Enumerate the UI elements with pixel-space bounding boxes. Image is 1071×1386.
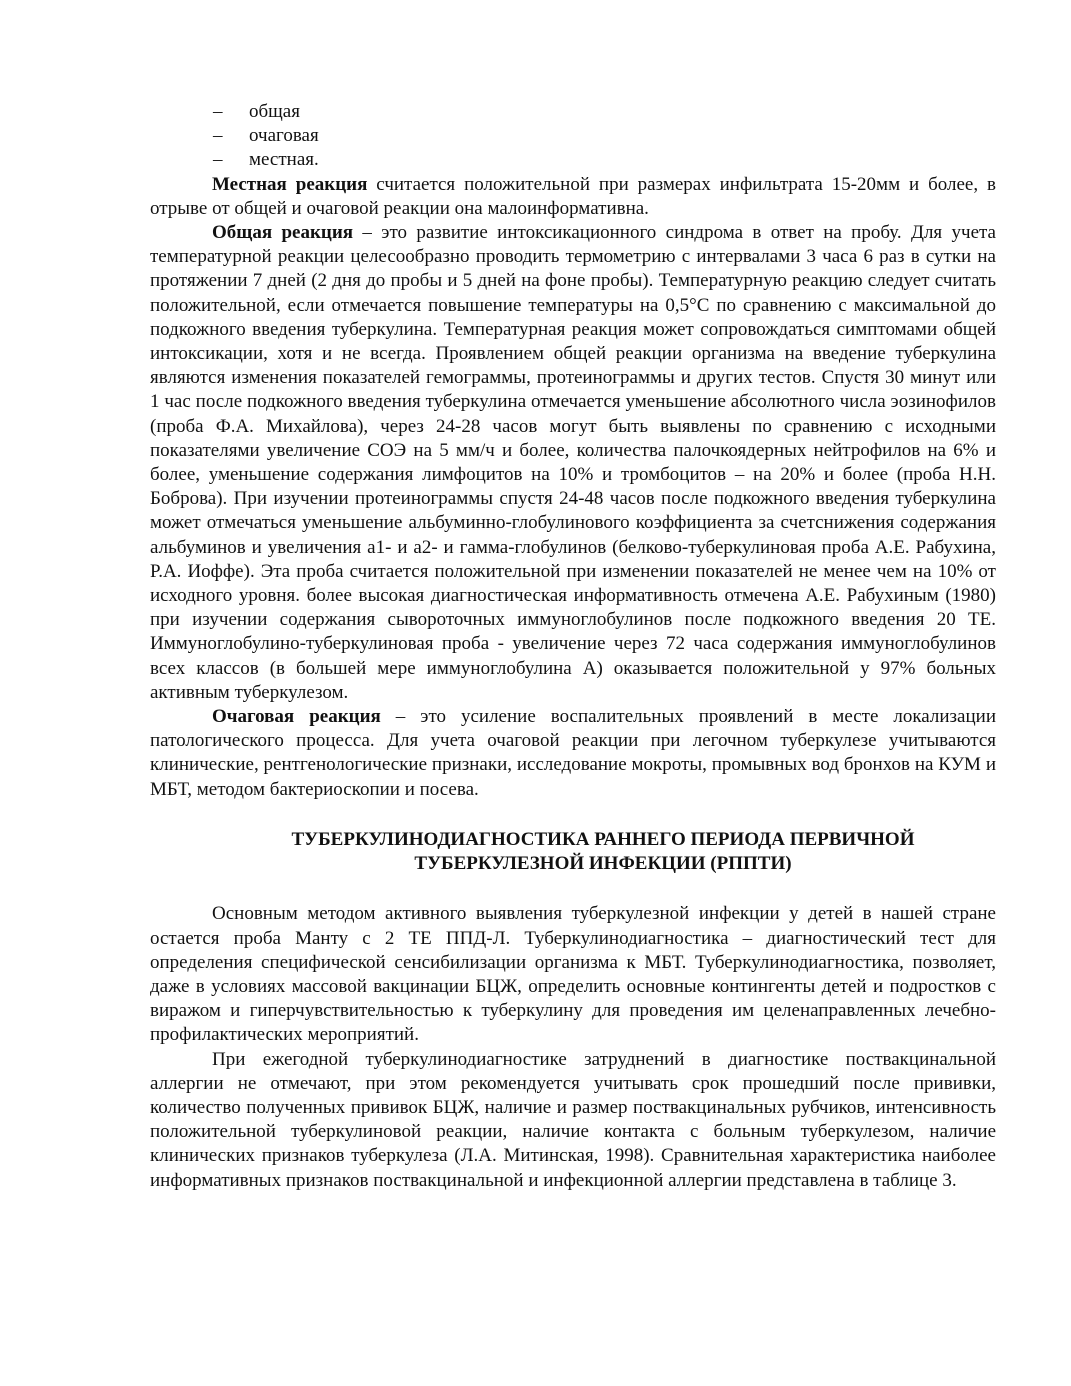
list-bullet: – — [213, 149, 223, 171]
list-item-label: местная. — [249, 149, 319, 171]
paragraph-text: – это усиление воспалительных проявлений в месте локализации патологического процесса. Для учета очаговой реакции при легочном туберкулезе учитываются клинические, рентгенологические признаки, исследование мокроты, промывных вод бронхов на КУМ и МБТ, методом бактериоскопии и посева. — [150, 706, 996, 800]
reaction-types-list — [150, 100, 996, 173]
section-heading-line-1: ТУБЕРКУЛИНОДИАГНОСТИКА РАННЕГО ПЕРИОДА ПЕРВИЧНОЙ — [291, 828, 915, 850]
list-item-label: очаговая — [249, 125, 319, 147]
paragraph-text: – это развитие интоксикационного синдрома в ответ на пробу. Для учета температурной реакции целесообразно проводить термометрию с интервалами 3 часа 6 раз в сутки на протяжении 7 дней (2 дня до пробы и 5 дней на фоне пробы). Температурную реакцию следует считать положительной, если отмечается повышение температуры на 0,5°С по сравнению с максимальной до подкожного введения туберкулина. Температурная реакция может сопровождаться симптомами общей интоксикации, хотя и не всегда. Проявлением общей реакции организма на введение туберкулина являются изменения показателей гемограммы, протеинограммы и других тестов. Спустя 30 минут или 1 час после подкожного введения туберкулина отмечается уменьшение абсолютного числа эозинофилов (проба Ф.А. Михайлова), через 24-28 часов могут быть выявлены по сравнению с исходными показателями увеличение СОЭ на 5 мм/ч и более, количества палочкоядерных нейтрофилов на 6% и более, уменьшение содержания лимфоцитов на 10% и тромбоцитов – на 20% и более (проба Н.Н. Боброва). При изучении протеинограммы спустя 24-48 часов после подкожного введения туберкулина может отмечаться уменьшение альбуминно-глобулинового коэффициента за счетснижения содержания альбуминов и увеличения а1- и а2- и гамма-глобулинов (белково-туберкулиновая проба А.Е. Рабухина, Р.А. Иоффе). Эта проба считается положительной при изменении показателей не менее чем на 10% от исходного уровня. более высокая диагностическая информативность отмечена А.Е. Рабухиным (1980) при изучении содержания сывороточных иммуноглобулинов после подкожного введения 20 ТЕ. Иммуноглобулино-туберкулиновая проба - увеличение через 72 часа содержания иммуноглобулинов всех классов (в большей мере иммуноглобулина А) оказывается положительной у 97% больных активным туберкулезом. — [150, 222, 996, 703]
paragraph-body-1: Основным методом активного выявления туберкулезной инфекции у детей в нашей стране остается проба Манту с 2 ТЕ ППД-Л. Туберкулинодиагностика – диагностический тест для определения специфической сенсибилизации организма к МБТ. Туберкулинодиагностика, позволяет, даже в условиях массовой вакцинации БЦЖ, определить основные контингенты детей и подростков с виражом и гиперчувствительностью к туберкулину для проведения им целенаправленных лечебно-профилактических мероприятий. — [150, 903, 996, 1046]
term-local-reaction: Местная реакция — [212, 173, 368, 195]
paragraph-local-reaction — [150, 173, 996, 221]
list-item-label: общая — [249, 101, 300, 122]
document-page — [150, 100, 996, 1193]
list-bullet: – — [213, 125, 223, 147]
list-item — [150, 100, 996, 124]
list-item — [150, 124, 996, 148]
list-item — [150, 148, 996, 172]
paragraph-body-2: При ежегодной туберкулинодиагностике затруднений в диагностике поствакцинальной аллергии не отмечают, при этом рекомендуется учитывать срок прошедший после прививки, количество полученных прививок БЦЖ, наличие и размер поствакцинальных рубчиков, интенсивность положительной туберкулиновой реакции, наличие контакта с больным туберкулезом, наличие клинических признаков туберкулеза (Л.А. Митинская, 1998). Сравнительная характеристика наиболее информативных признаков поствакцинальной и инфекционной аллергии представлена в таблице 3. — [150, 1048, 996, 1191]
list-bullet: – — [213, 101, 223, 122]
section-heading-line-2: ТУБЕРКУЛЕЗНОЙ ИНФЕКЦИИ (РППТИ) — [414, 853, 792, 875]
paragraph-focal-reaction — [150, 705, 996, 802]
paragraph-general-reaction — [150, 221, 996, 705]
term-focal-reaction: Очаговая реакция — [212, 706, 381, 728]
term-general-reaction: Общая реакция — [212, 222, 354, 244]
paragraph-text: считается положительной при размерах инфильтрата 15-20мм и более, в отрыве от общей и очаговой реакции она малоинформативна. — [150, 173, 996, 219]
section-heading — [150, 828, 996, 876]
